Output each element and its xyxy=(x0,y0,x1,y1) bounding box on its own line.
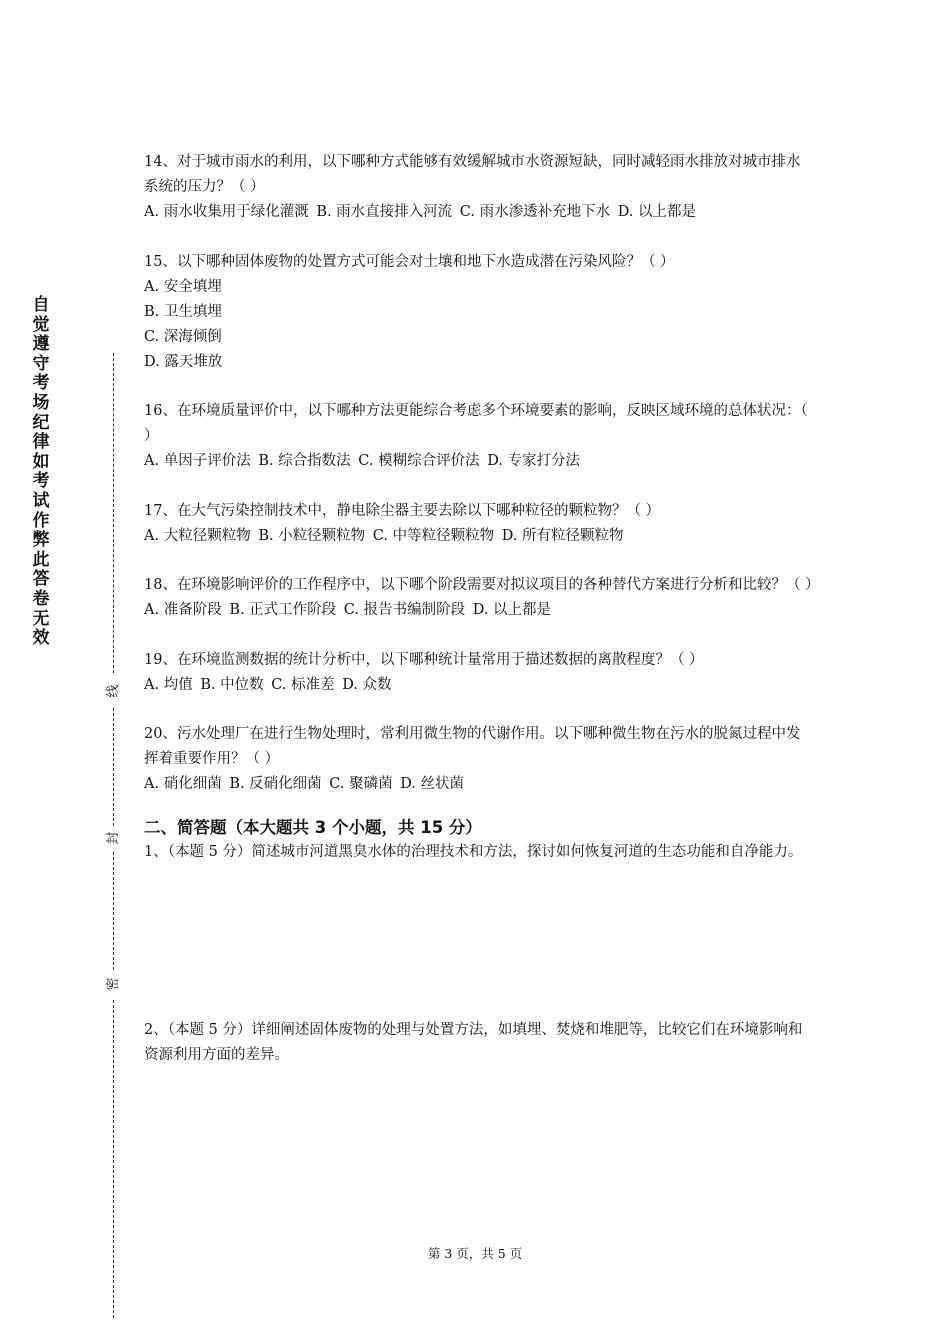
answer-option[interactable]: C. 深海倾倒 xyxy=(144,328,222,345)
page-footer: 第 3 页，共 5 页 xyxy=(427,1246,523,1261)
answer-option[interactable]: B. 卫生填埋 xyxy=(144,303,222,320)
answer-option[interactable]: C. 中等粒径颗粒物 xyxy=(372,527,495,544)
answer-options-row xyxy=(144,598,814,623)
answer-option[interactable]: D. 所有粒径颗粒物 xyxy=(501,527,624,544)
question-block xyxy=(144,648,814,698)
answer-option[interactable]: C. 聚磷菌 xyxy=(329,776,393,792)
answer-option[interactable]: B. 综合指数法 xyxy=(258,453,351,469)
answer-option[interactable]: A. 均值 xyxy=(144,676,193,693)
answer-option[interactable]: B. 雨水直接排入河流 xyxy=(316,204,453,220)
answer-option[interactable]: D. 以上都是 xyxy=(617,204,697,220)
answer-option[interactable]: D. 众数 xyxy=(342,676,392,693)
question-block xyxy=(144,499,814,549)
multiple-choice-list xyxy=(144,150,820,797)
exam-discipline-warning: 自 觉 遵 守 考 场 纪 律 如 考 试 作 弊 此 答 卷 无 效 xyxy=(32,295,50,649)
question-block xyxy=(144,250,814,375)
question-stem: 14、对于城市雨水的利用，以下哪种方式能够有效缓解城市水资源短缺，同时减轻雨水排放对城市排水系统的压力？（ ） xyxy=(144,154,801,195)
answer-option[interactable]: C. 雨水渗透补充地下水 xyxy=(459,204,611,220)
answer-option[interactable]: B. 正式工作阶段 xyxy=(229,602,337,618)
answer-options-row xyxy=(144,524,814,549)
answer-option[interactable]: B. 中位数 xyxy=(200,676,264,693)
answer-space[interactable] xyxy=(144,865,814,1018)
answer-option[interactable]: C. 标准差 xyxy=(271,676,335,693)
answer-option[interactable]: B. 反硝化细菌 xyxy=(229,776,322,792)
answer-option[interactable]: C. 模糊综合评价法 xyxy=(358,453,480,469)
question-stem: 18、在环境影响评价的工作程序中，以下哪个阶段需要对拟议项目的各种替代方案进行分析和比较？（ ） xyxy=(144,577,820,593)
exam-content xyxy=(144,150,820,1188)
answer-option[interactable]: C. 报告书编制阶段 xyxy=(343,602,466,618)
answer-option[interactable]: A. 硝化细菌 xyxy=(144,776,222,792)
answer-options-row xyxy=(144,200,814,225)
answer-option[interactable]: D. 以上都是 xyxy=(472,602,552,618)
answer-option[interactable]: D. 丝状菌 xyxy=(400,776,465,792)
answer-option[interactable]: A. 大粒径颗粒物 xyxy=(144,527,251,544)
answer-option[interactable]: D. 露天堆放 xyxy=(144,353,223,370)
section-title: 二、简答题（本大题共 3 个小题，共 15 分） xyxy=(144,817,482,837)
answer-option[interactable]: D. 专家打分法 xyxy=(487,453,581,469)
question-stem: 16、在环境质量评价中，以下哪种方法更能综合考虑多个环境要素的影响，反映区域环境的总体状况：（ ） xyxy=(144,403,808,444)
question-block xyxy=(144,573,820,623)
short-answer-question: 1、（本题 5 分）简述城市河道黑臭水体的治理技术和方法，探讨如何恢复河道的生态功能和自净能力。 xyxy=(144,843,803,860)
answer-option[interactable]: B. 小粒径颗粒物 xyxy=(258,527,366,544)
short-answer-question: 2、（本题 5 分）详细阐述固体废物的处理与处置方法，如填埋、焚烧和堆肥等，比较它们在环境影响和资源利用方面的差异。 xyxy=(144,1021,803,1063)
binding-dashed-line xyxy=(113,708,114,826)
binding-mark-secret: 密 xyxy=(106,977,121,991)
answer-option[interactable]: A. 准备阶段 xyxy=(144,602,222,618)
binding-mark-line: 线 xyxy=(106,684,121,698)
answer-space[interactable] xyxy=(144,1068,814,1188)
question-block xyxy=(144,399,814,474)
question-stem: 19、在环境监测数据的统计分析中，以下哪种统计量常用于描述数据的离散程度？（ ） xyxy=(144,651,704,668)
question-stem: 17、在大气污染控制技术中，静电除尘器主要去除以下哪种粒径的颗粒物？（ ） xyxy=(144,502,661,519)
question-block xyxy=(144,722,814,797)
binding-dashed-line xyxy=(113,1000,114,1318)
answer-options-row xyxy=(144,449,814,474)
question-block xyxy=(144,150,814,225)
answer-option[interactable]: A. 雨水收集用于绿化灌溉 xyxy=(144,204,309,220)
answer-option[interactable]: A. 单因子评价法 xyxy=(144,453,251,469)
binding-dashed-line xyxy=(113,852,114,970)
answer-options-row xyxy=(144,772,814,797)
answer-option[interactable]: A. 安全填埋 xyxy=(144,278,222,295)
answer-options-row xyxy=(144,673,814,698)
binding-dashed-line xyxy=(113,353,114,673)
binding-mark-seal: 封 xyxy=(106,831,121,845)
question-stem: 20、污水处理厂在进行生物处理时，常利用微生物的代谢作用。以下哪种微生物在污水的脱氮过程中发挥着重要作用？（ ） xyxy=(144,726,801,767)
question-stem: 15、以下哪种固体废物的处置方式可能会对土壤和地下水造成潜在污染风险？（ ） xyxy=(144,253,675,270)
